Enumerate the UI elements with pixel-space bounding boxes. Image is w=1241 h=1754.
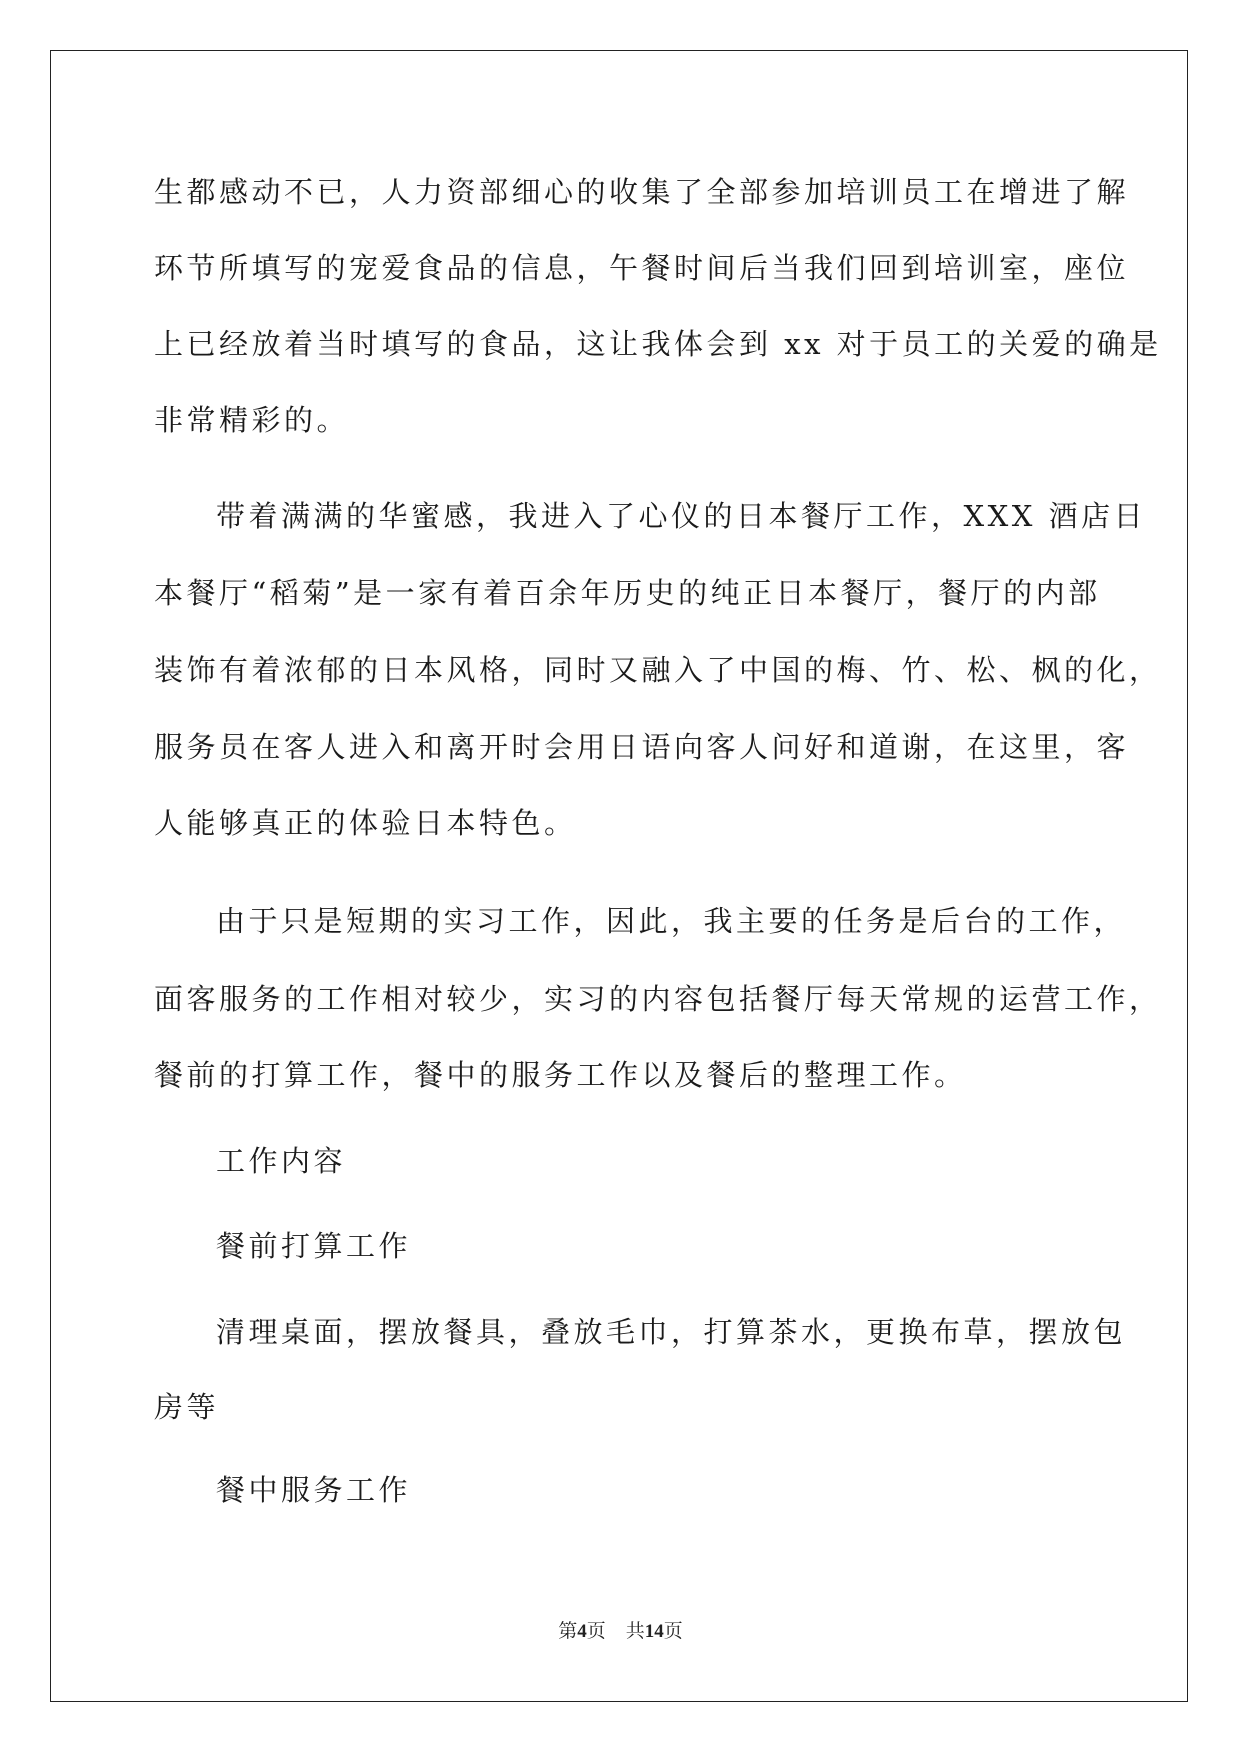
page-number: 4 (577, 1621, 587, 1642)
subsection-heading: 餐前打算工作 (216, 1229, 412, 1263)
text-line: 装饰有着浓郁的日本风格，同时又融入了中国的梅、竹、松、枫的化， (154, 653, 1162, 687)
page-label-suffix: 页 (586, 1621, 606, 1642)
total-label-suffix: 页 (663, 1621, 683, 1642)
page-border (50, 50, 1188, 1702)
text-line: 餐前的打算工作，餐中的服务工作以及餐后的整理工作。 (154, 1058, 967, 1092)
paragraph-first-line: 清理桌面，摆放餐具，叠放毛巾，打算茶水，更换布草，摆放包 (216, 1315, 1127, 1349)
paragraph-first-line: 由于只是短期的实习工作，因此，我主要的任务是后台的工作， (216, 904, 1127, 938)
text-line: 人能够真正的体验日本特色。 (154, 806, 577, 840)
page-label-prefix: 第 (558, 1621, 578, 1642)
text-line: 环节所填写的宠爱食品的信息，午餐时间后当我们回到培训室，座位 (154, 251, 1130, 285)
section-heading: 工作内容 (216, 1144, 347, 1178)
text-line: 房等 (154, 1390, 220, 1424)
total-label-prefix: 共 (625, 1621, 645, 1642)
text-line: 上已经放着当时填写的食品，这让我体会到 xx 对于员工的关爱的确是 (154, 327, 1162, 361)
total-pages: 14 (644, 1621, 664, 1642)
text-line: 服务员在客人进入和离开时会用日语向客人问好和道谢，在这里，客 (154, 730, 1130, 764)
page-footer (0, 1620, 1241, 1644)
paragraph-first-line: 带着满满的华蜜感，我进入了心仪的日本餐厅工作，XXX 酒店日 (216, 499, 1147, 533)
text-line: 生都感动不已，人力资部细心的收集了全部参加培训员工在增进了解 (154, 175, 1130, 209)
subsection-heading: 餐中服务工作 (216, 1473, 412, 1507)
text-line: 本餐厅“稻菊”是一家有着百余年历史的纯正日本餐厅，餐厅的内部 (154, 576, 1101, 610)
text-line: 面客服务的工作相对较少，实习的内容包括餐厅每天常规的运营工作， (154, 982, 1162, 1016)
text-line: 非常精彩的。 (154, 403, 350, 437)
